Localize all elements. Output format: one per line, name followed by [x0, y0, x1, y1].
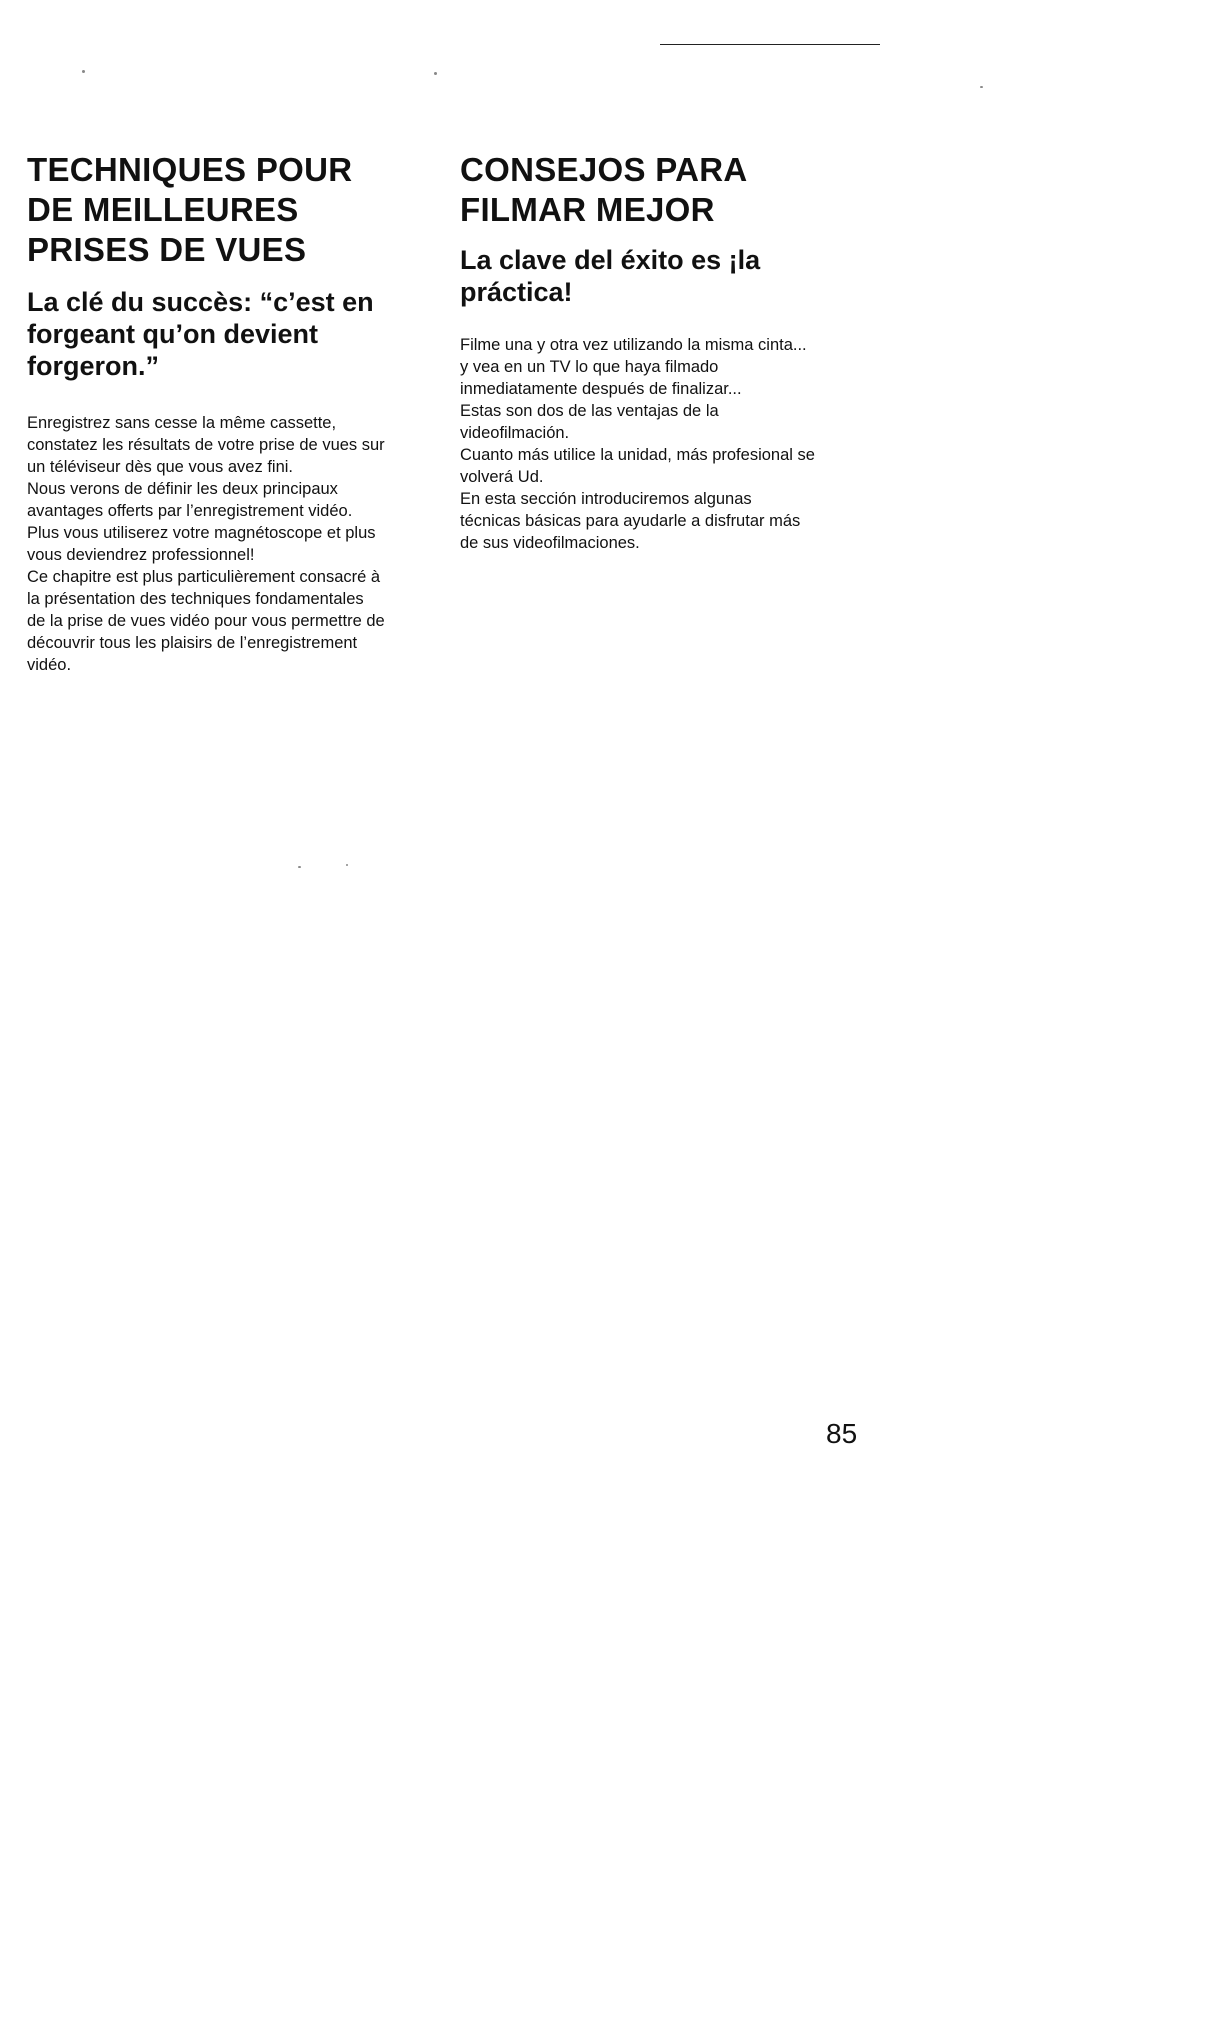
spanish-body-line: Filme una y otra vez utilizando la misma cinta... [460, 336, 807, 354]
french-heading-line: DE MEILLEURES [27, 191, 299, 228]
spanish-body-line: técnicas básicas para ayudarle a disfrutar más [460, 512, 801, 530]
scan-speck [82, 70, 85, 73]
french-body-line: constatez les résultats de votre prise de vues sur [27, 436, 385, 454]
spanish-subheading-line: La clave del éxito es ¡la [460, 245, 761, 275]
spanish-body-line: Cuanto más utilice la unidad, más profesional se [460, 446, 815, 464]
spanish-body-line: y vea en un TV lo que haya filmado [460, 358, 719, 376]
spanish-body-line: volverá Ud. [460, 468, 544, 486]
scan-speck [434, 72, 437, 75]
spanish-body-line: Estas son dos de las ventajas de la [460, 402, 719, 420]
french-subheading-line: forgeron.” [27, 351, 159, 381]
french-body-line: la présentation des techniques fondamentales [27, 590, 364, 608]
spanish-heading-line: FILMAR MEJOR [460, 191, 715, 228]
french-body-line: vous deviendrez professionnel! [27, 546, 255, 564]
spanish-body-line: de sus videofilmaciones. [460, 534, 640, 552]
french-column [27, 150, 427, 676]
top-rule [660, 44, 880, 45]
french-heading-line: TECHNIQUES POUR [27, 151, 353, 188]
spanish-body-line: En esta sección introduciremos algunas [460, 490, 752, 508]
french-subheading-line: forgeant qu’on devient [27, 319, 319, 349]
scan-speck [298, 866, 301, 868]
french-body-line: de la prise de vues vidéo pour vous permettre de [27, 612, 385, 630]
french-subheading-line: La clé du succès: “c’est en [27, 287, 374, 317]
page-number: 85 [826, 1418, 858, 1449]
spanish-subheading-line: práctica! [460, 277, 573, 307]
scan-speck [346, 864, 348, 866]
french-body-line: avantages offerts par l’enregistrement vidéo. [27, 502, 353, 520]
french-body-line: vidéo. [27, 656, 72, 674]
scan-speck [980, 86, 983, 88]
spanish-heading-line: CONSEJOS PARA [460, 151, 748, 188]
french-body-line: Plus vous utiliserez votre magnétoscope et plus [27, 524, 376, 542]
spanish-column [460, 150, 860, 554]
spanish-body-line: videofilmación. [460, 424, 570, 442]
french-body-line: Nous verons de définir les deux principaux [27, 480, 338, 498]
french-body-line: un téléviseur dès que vous avez fini. [27, 458, 293, 476]
spanish-body-line: inmediatamente después de finalizar... [460, 380, 742, 398]
spanish-body [460, 334, 860, 554]
french-body-line: Enregistrez sans cesse la même cassette, [27, 414, 337, 432]
french-body [27, 412, 427, 676]
spanish-heading [460, 150, 860, 230]
french-heading-line: PRISES DE VUES [27, 231, 307, 268]
french-body-line: Ce chapitre est plus particulièrement consacré à [27, 568, 381, 586]
french-heading [27, 150, 427, 270]
french-body-line: découvrir tous les plaisirs de l’enregistrement [27, 634, 358, 652]
french-subheading [27, 286, 427, 382]
spanish-subheading [460, 244, 860, 308]
